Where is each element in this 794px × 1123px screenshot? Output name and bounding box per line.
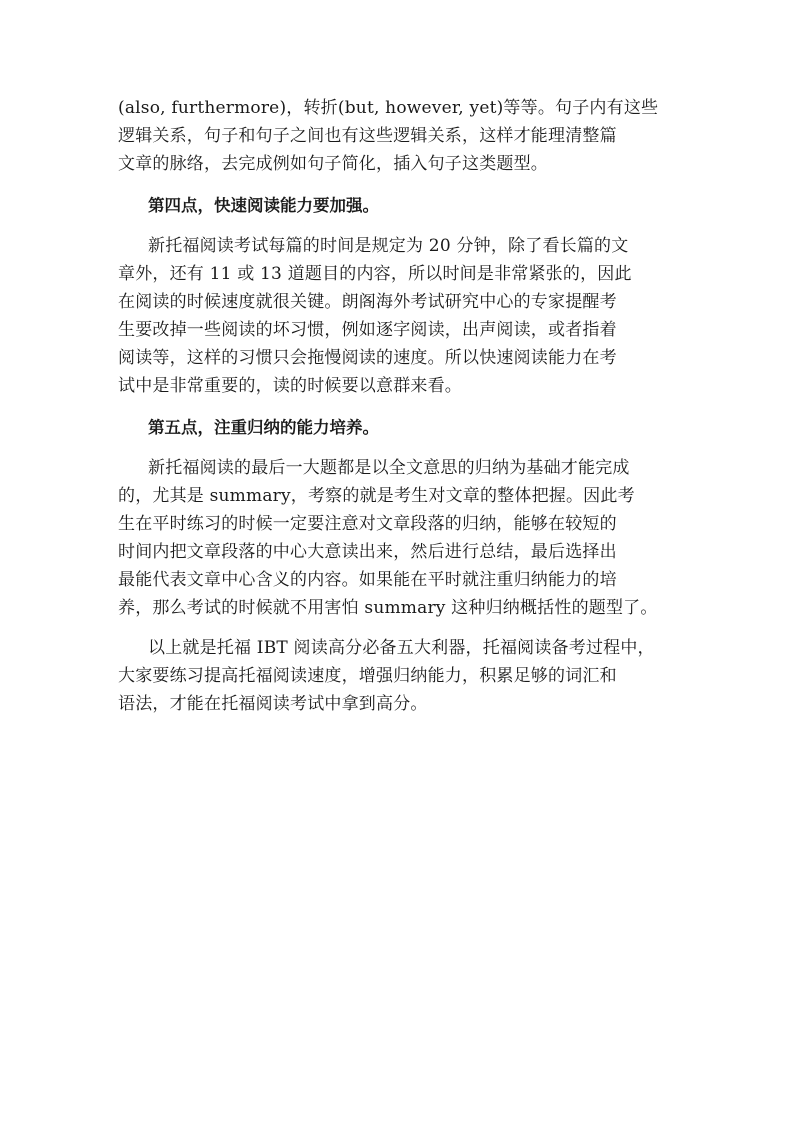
paragraph-conclusion bbox=[118, 634, 698, 718]
text-line: 逻辑关系，句子和句子之间也有这些逻辑关系，这样才能理清整篇 bbox=[118, 126, 617, 146]
text-line: 时间内把文章段落的中心大意读出来，然后进行总结，最后选择出 bbox=[118, 542, 617, 562]
section-heading-5: 第五点，注重归纳的能力培养。 bbox=[148, 418, 379, 437]
section-heading-4: 第四点，快速阅读能力要加强。 bbox=[148, 196, 379, 215]
text-line: 最能代表文章中心含义的内容。如果能在平时就注重归纳能力的培 bbox=[118, 570, 617, 590]
text-line: 以上就是托福 IBT 阅读高分必备五大利器，托福阅读备考过程中， bbox=[148, 638, 655, 658]
paragraph-reading-speed bbox=[118, 232, 698, 400]
text-line: 养，那么考试的时候就不用害怕 summary 这种归纳概括性的题型了。 bbox=[118, 598, 658, 618]
text-line: 在阅读的时候速度就很关键。朗阁海外考试研究中心的专家提醒考 bbox=[118, 292, 617, 312]
text-line: 新托福阅读的最后一大题都是以全文意思的归纳为基础才能完成 bbox=[148, 458, 630, 478]
text-line: 章外，还有 11 或 13 道题目的内容，所以时间是非常紧张的，因此 bbox=[118, 264, 632, 284]
text-line: (also, furthermore)，转折(but, however, yet)等等。句子内有这些 bbox=[118, 98, 659, 118]
paragraph-summarizing bbox=[118, 454, 698, 622]
text-line: 阅读等，这样的习惯只会拖慢阅读的速度。所以快速阅读能力在考 bbox=[118, 348, 617, 368]
text-line: 大家要练习提高托福阅读速度，增强归纳能力，积累足够的词汇和 bbox=[118, 666, 617, 686]
text-line: 新托福阅读考试每篇的时间是规定为 20 分钟，除了看长篇的文 bbox=[148, 236, 629, 256]
text-line: 语法，才能在托福阅读考试中拿到高分。 bbox=[118, 694, 428, 714]
document-page bbox=[118, 94, 698, 718]
text-line: 生要改掉一些阅读的坏习惯，例如逐字阅读，出声阅读，或者指着 bbox=[118, 320, 617, 340]
text-line: 的，尤其是 summary，考察的就是考生对文章的整体把握。因此考 bbox=[118, 486, 635, 506]
text-line: 试中是非常重要的，读的时候要以意群来看。 bbox=[118, 376, 462, 396]
text-line: 生在平时练习的时候一定要注意对文章段落的归纳，能够在较短的 bbox=[118, 514, 617, 534]
text-line: 文章的脉络，去完成例如句子简化，插入句子这类题型。 bbox=[118, 154, 548, 174]
paragraph-continued bbox=[118, 94, 698, 178]
